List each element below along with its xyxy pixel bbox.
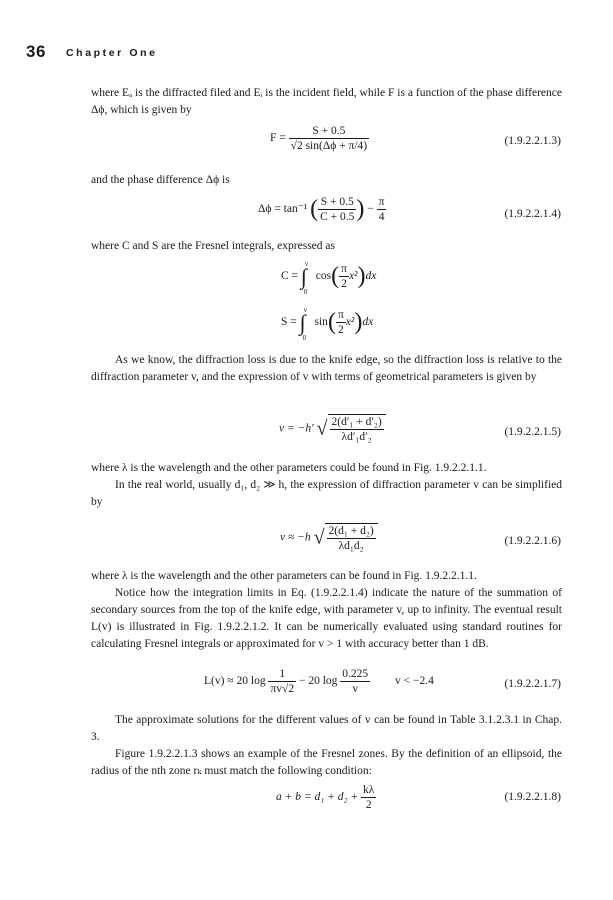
right-paren: ): [354, 309, 363, 335]
eq-middle: − 20 log: [298, 675, 338, 688]
equation-number: (1.9.2.2.1.7): [504, 678, 561, 690]
eq-lhs: Δϕ = tan⁻¹: [258, 203, 308, 216]
equation-number: (1.9.2.2.1.8): [504, 791, 561, 803]
numerator: π: [341, 263, 347, 275]
equation-1-9-2-2-1-6: [280, 523, 378, 553]
function-name: cos: [315, 270, 332, 283]
chapter-title: Chapter One: [66, 47, 158, 59]
eq-lhs: S =: [281, 316, 297, 329]
left-paren: (: [310, 196, 319, 222]
eq-lhs: v = −h′: [279, 422, 314, 435]
numerator: S + 0.5: [318, 195, 356, 210]
paragraph: In the real world, usually d₁, d₂ ≫ h, the expression of diffraction parameter v can be simplified by: [91, 479, 562, 508]
eq-lhs: v ≈ −h: [280, 531, 311, 544]
lower-limit: 0: [303, 287, 308, 296]
page-number: 36: [26, 42, 46, 61]
fraction: [377, 195, 387, 224]
integral-sign: ∫: [300, 263, 307, 289]
denominator: v: [352, 683, 359, 695]
denominator: 4: [378, 211, 385, 223]
paragraph: where λ is the wavelength and the other parameters can be found in Fig. 1.9.2.2.1.1.: [91, 570, 477, 582]
differential: dx: [362, 316, 374, 329]
paragraph: Figure 1.9.2.2.1.3 shows an example of the Fresnel zones. By the definition of an ellipsoid, the radius of the nth zone rₖ must match the following condition:: [91, 748, 562, 777]
paragraph: and the phase difference Δϕ is: [91, 174, 230, 186]
variable: x²: [345, 316, 355, 329]
variable: x²: [348, 270, 358, 283]
lower-limit: 0: [302, 333, 307, 342]
denominator: λd′₁d′₂: [341, 431, 372, 443]
equation-number: (1.9.2.2.1.4): [504, 208, 561, 220]
numerator: 2(d₁ + d₂): [328, 525, 374, 537]
equation-s-integral: [281, 305, 374, 342]
equation-1-9-2-2-1-4: [258, 195, 386, 224]
denominator: 2: [341, 278, 347, 290]
eq-condition: v < −2.4: [395, 675, 434, 688]
denominator: πv√2: [270, 683, 295, 695]
eq-lhs: F =: [270, 132, 286, 145]
fraction: [325, 523, 378, 553]
fraction: [361, 783, 376, 812]
right-paren: ): [357, 263, 366, 289]
function-name: sin: [314, 316, 328, 329]
fraction: [318, 195, 356, 224]
paragraph: where λ is the wavelength and the other parameters could be found in Fig. 1.9.2.2.1.1.: [91, 462, 487, 474]
fraction: [340, 667, 370, 696]
equation-number: (1.9.2.2.1.5): [504, 426, 561, 438]
numerator: 0.225: [342, 668, 369, 680]
numerator: S + 0.5: [289, 124, 369, 139]
integral: [300, 259, 313, 296]
paragraph: The approximate solutions for the different values of v can be found in Table 3.1.2.3.1 in Chap. 3.: [91, 714, 562, 743]
fraction: [268, 667, 296, 696]
equation-1-9-2-2-1-3: [270, 124, 369, 153]
upper-limit: v: [304, 259, 309, 268]
left-paren: (: [331, 263, 340, 289]
left-paren: (: [327, 309, 336, 335]
radical-sign: √: [313, 526, 325, 549]
equation-number: (1.9.2.2.1.6): [504, 535, 561, 547]
numerator: π: [378, 196, 385, 208]
paragraph: Notice how the integration limits in Eq. (1.9.2.2.1.4) indicate the nature of the summation of secondary sources from the top of the knife edge, with parameter v, up to infinity. The eventual result L(v) is illustrated in Fig. 1.9.2.2.1.2. It can be numerically evaluated using standard routines for calculating Fresnel integrals or approximated for v > 1 with accuracy better than 1 dB.: [91, 587, 562, 650]
fraction: [336, 308, 346, 337]
paragraph: where C and S are the Fresnel integrals, expressed as: [91, 240, 335, 252]
integral: [299, 305, 312, 342]
equation-c-integral: [281, 259, 377, 296]
numerator: 1: [268, 667, 296, 682]
denominator: 2: [365, 799, 372, 811]
radical-sign: √: [316, 417, 328, 440]
differential: dx: [365, 270, 377, 283]
fraction: [289, 124, 369, 153]
right-paren: ): [356, 196, 365, 222]
upper-limit: v: [303, 305, 308, 314]
paragraph: As we know, the diffraction loss is due to the knife edge, so the diffraction loss is relative to the diffraction parameter v, and the expression of v with terms of geometrical parameters is given by: [91, 354, 562, 383]
equation-number: (1.9.2.2.1.3): [504, 135, 561, 147]
denominator: C + 0.5: [320, 211, 355, 223]
eq-lhs: L(v) ≈ 20 log: [204, 675, 266, 688]
paragraph: where Eₐ is the diffracted filed and Eᵢ is the incident field, while F is a function of the phase difference Δϕ, which is given by: [91, 87, 562, 116]
minus-sign: −: [367, 203, 374, 216]
page-header: [26, 42, 158, 62]
equation-1-9-2-2-1-5: [279, 414, 386, 444]
eq-lhs: C =: [281, 270, 299, 283]
denominator: 2: [337, 324, 344, 336]
numerator: 2(d′₁ + d′₂): [331, 416, 382, 428]
equation-1-9-2-2-1-8: [276, 783, 376, 812]
eq-lhs: a + b = d₁ + d₂ +: [276, 791, 359, 804]
denominator: √2 sin(Δϕ + π/4): [290, 140, 368, 152]
equation-1-9-2-2-1-7: [204, 667, 434, 696]
fraction: [339, 262, 349, 291]
integral-sign: ∫: [299, 309, 306, 335]
numerator: π: [337, 309, 344, 321]
fraction: [328, 414, 386, 444]
numerator: kλ: [363, 784, 375, 796]
denominator: λd₁d₂: [338, 540, 364, 552]
